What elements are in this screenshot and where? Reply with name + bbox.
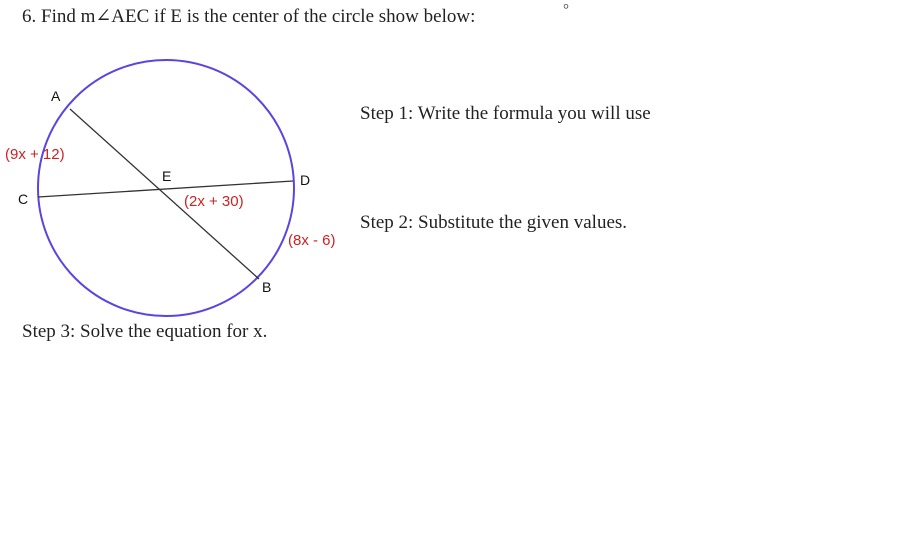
question-number: 6. <box>22 6 37 27</box>
step-1-text: Step 1: Write the formula you will use <box>360 103 651 124</box>
arc-label-DB: (8x - 6) <box>288 232 336 249</box>
question-prompt: Find m∠AEC if E is the center of the circle show below: <box>41 6 476 27</box>
angle-label-DEB: (2x + 30) <box>184 193 244 210</box>
arc-label-AC: (9x + 12) <box>5 146 65 163</box>
point-label-E: E <box>162 168 172 184</box>
stray-degree-mark: ° <box>563 2 569 18</box>
step-3-text: Step 3: Solve the equation for x. <box>22 321 268 342</box>
step-2-text: Step 2: Substitute the given values. <box>360 212 628 233</box>
point-label-C: C <box>18 191 29 207</box>
point-label-D: D <box>300 172 311 188</box>
point-label-A: A <box>51 88 61 104</box>
circle <box>38 60 294 316</box>
point-label-B: B <box>262 279 272 295</box>
